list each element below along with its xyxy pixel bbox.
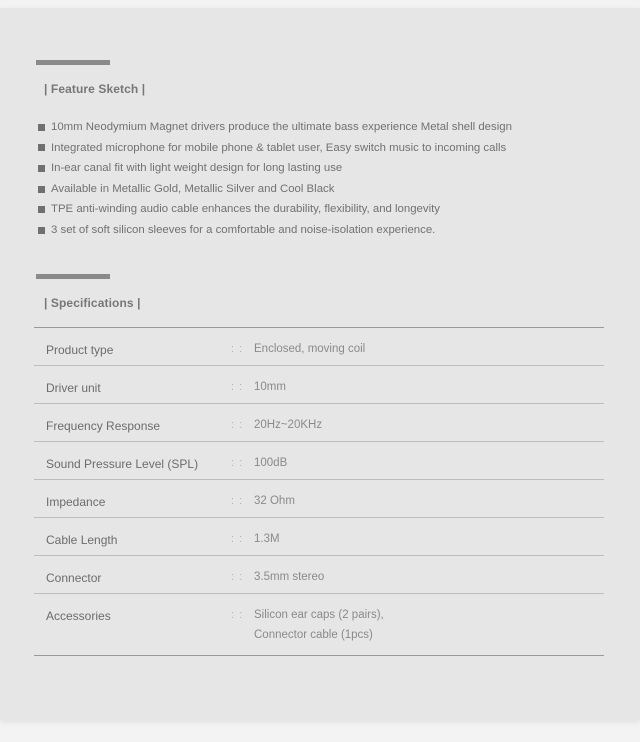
feature-item: Available in Metallic Gold, Metallic Silver and Cool Black: [38, 179, 512, 200]
spec-heading: | Specifications |: [44, 296, 141, 310]
spec-value-line: Connector cable (1pcs): [254, 629, 373, 641]
bullet-square-icon: [38, 186, 45, 193]
content-panel: [0, 8, 640, 720]
table-row: [34, 366, 604, 404]
spec-label: Accessories: [46, 609, 111, 623]
spec-label: Driver unit: [46, 381, 101, 395]
table-row: [34, 480, 604, 518]
spec-label: Cable Length: [46, 533, 118, 547]
feature-item: 10mm Neodymium Magnet drivers produce the ultimate bass experience Metal shell design: [38, 117, 512, 138]
spec-value: 10mm: [254, 381, 286, 393]
spec-heading-bar: [36, 274, 110, 279]
table-row: [34, 442, 604, 480]
spec-label: Product type: [46, 343, 114, 357]
spec-value: 3.5mm stereo: [254, 571, 325, 583]
bullet-square-icon: [38, 227, 45, 234]
bullet-square-icon: [38, 144, 45, 151]
feature-list: [38, 117, 512, 241]
table-row: [34, 328, 604, 366]
feature-heading-bar: [36, 60, 110, 65]
spec-separator: : :: [231, 571, 244, 583]
spec-label: Impedance: [46, 495, 106, 509]
spec-separator: : :: [231, 609, 244, 621]
table-row: [34, 594, 604, 656]
spec-value: 32 Ohm: [254, 495, 295, 507]
bullet-square-icon: [38, 124, 45, 131]
feature-item: 3 set of soft silicon sleeves for a comfortable and noise-isolation experience.: [38, 220, 512, 241]
bullet-square-icon: [38, 206, 45, 213]
spec-separator: : :: [231, 457, 244, 469]
table-row: [34, 518, 604, 556]
table-row: [34, 404, 604, 442]
spec-value: [254, 605, 384, 645]
feature-item: TPE anti-winding audio cable enhances the durability, flexibility, and longevity: [38, 199, 512, 220]
spec-separator: : :: [231, 419, 244, 431]
spec-label: Frequency Response: [46, 419, 161, 433]
spec-value: 1.3M: [254, 533, 280, 545]
feature-item: Integrated microphone for mobile phone & tablet user, Easy switch music to incoming calls: [38, 138, 512, 159]
spec-separator: : :: [231, 381, 244, 393]
feature-item: In-ear canal fit with light weight design for long lasting use: [38, 158, 512, 179]
spec-value: Enclosed, moving coil: [254, 343, 366, 355]
spec-value: 20Hz~20KHz: [254, 419, 323, 431]
bullet-square-icon: [38, 165, 45, 172]
feature-heading: | Feature Sketch |: [44, 82, 146, 96]
spec-separator: : :: [231, 343, 244, 355]
table-row: [34, 556, 604, 594]
spec-label: Connector: [46, 571, 102, 585]
spec-value-line: Silicon ear caps (2 pairs),: [254, 609, 384, 621]
spec-value: 100dB: [254, 457, 288, 469]
spec-separator: : :: [231, 495, 244, 507]
spec-separator: : :: [231, 533, 244, 545]
spec-table: [34, 327, 604, 656]
spec-label: Sound Pressure Level (SPL): [46, 457, 199, 471]
